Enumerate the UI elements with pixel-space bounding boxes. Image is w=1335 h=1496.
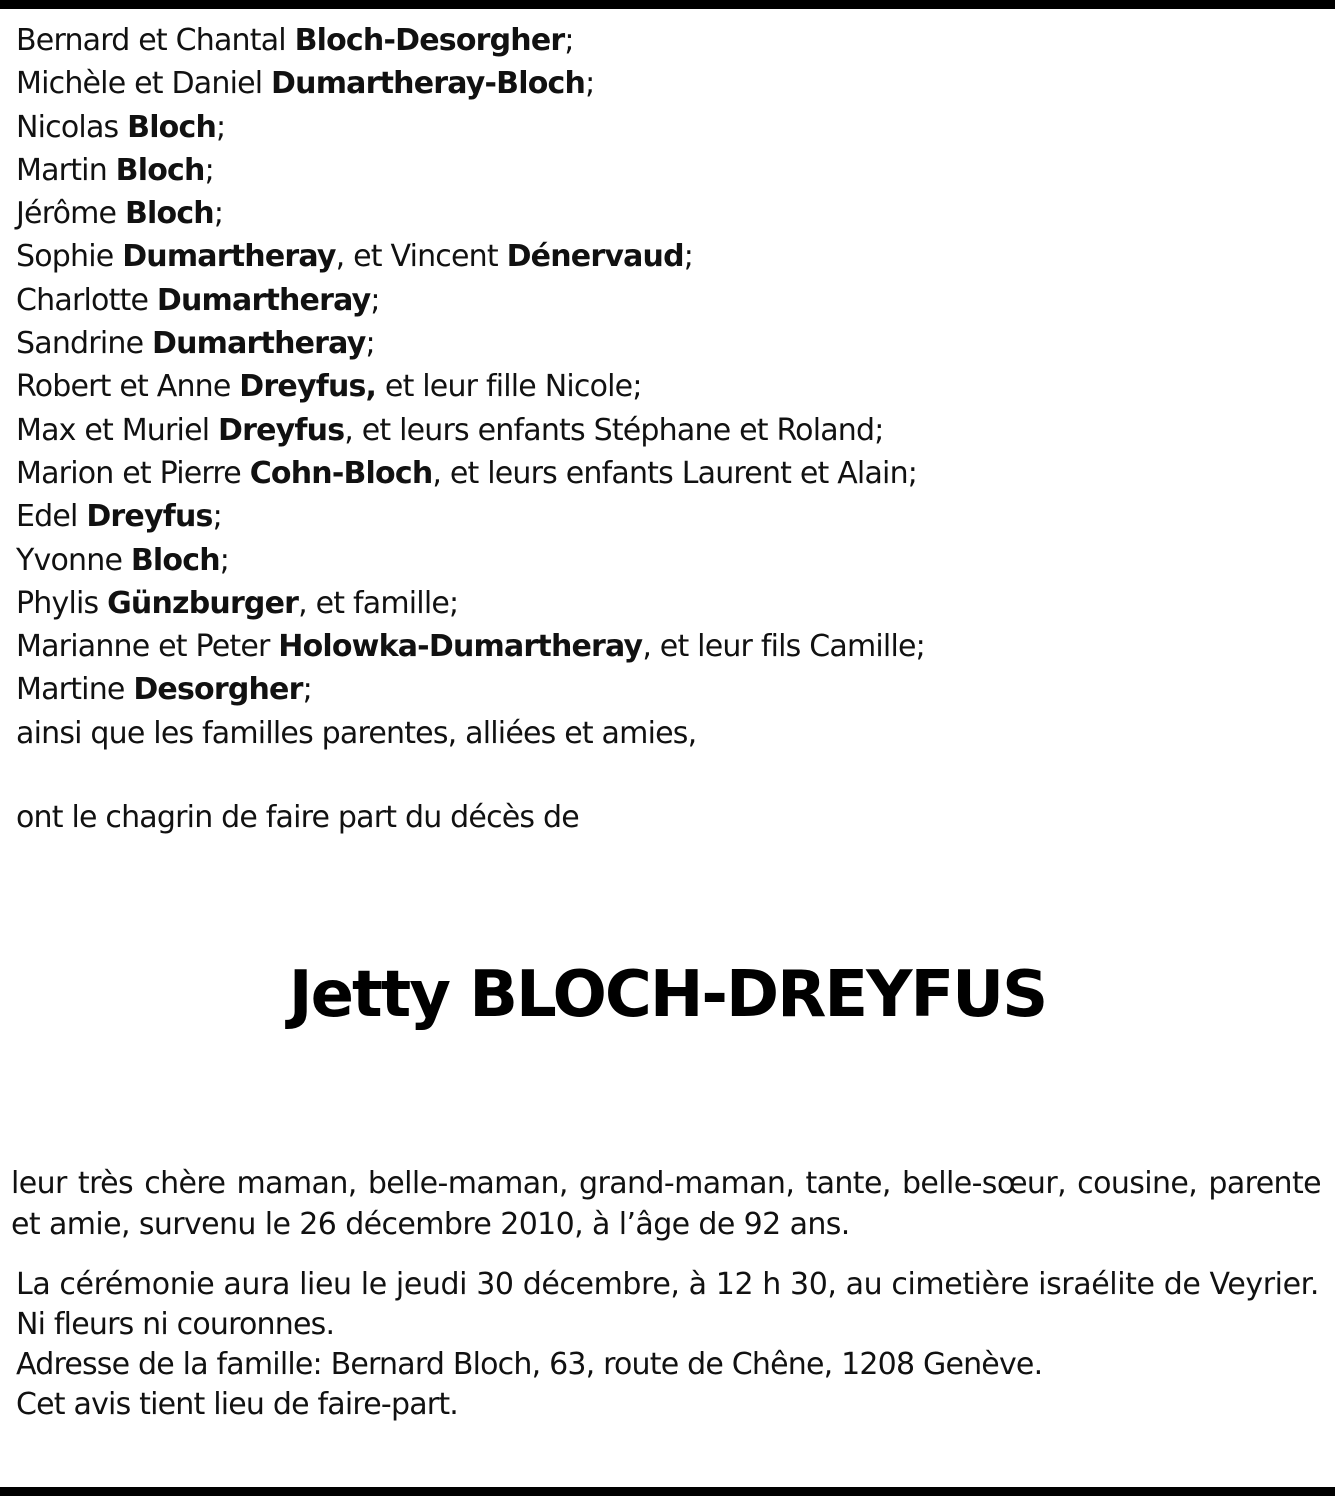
announcement-text: ont le chagrin de faire part du décès de bbox=[16, 800, 579, 835]
family-line: ainsi que les familles parentes, alliées et amies, bbox=[16, 715, 697, 751]
family-line: Yvonne Bloch; bbox=[16, 542, 230, 578]
ceremony-details bbox=[16, 1265, 1321, 1425]
family-line: Max et Muriel Dreyfus, et leurs enfants Stéphane et Roland; bbox=[16, 412, 884, 448]
no-flowers-text: Ni fleurs ni couronnes. bbox=[16, 1307, 335, 1342]
ceremony-text: La cérémonie aura lieu le jeudi 30 décembre, à 12 h 30, au cimetière israélite de Veyrier. bbox=[16, 1267, 1319, 1302]
deceased-name: Jetty BLOCH-DREYFUS bbox=[288, 958, 1047, 1032]
relation-text: leur très chère maman, belle-maman, grand-maman, tante, belle-sœur, cousine, parente et amie, survenu le 26 décembre 2010, à l’âge de 92 ans. bbox=[11, 1166, 1321, 1242]
bottom-rule bbox=[0, 1487, 1335, 1496]
family-line: Marianne et Peter Holowka-Dumartheray, et leur fils Camille; bbox=[16, 629, 925, 665]
family-list bbox=[16, 19, 1316, 755]
top-rule bbox=[0, 0, 1335, 9]
family-line: Sophie Dumartheray, et Vincent Dénervaud; bbox=[16, 239, 694, 275]
notice-text: Cet avis tient lieu de faire-part. bbox=[16, 1387, 459, 1422]
family-line: Martin Bloch; bbox=[16, 152, 214, 188]
family-line: Martine Desorgher; bbox=[16, 672, 312, 708]
family-address: Adresse de la famille: Bernard Bloch, 63, route de Chêne, 1208 Genève. bbox=[16, 1347, 1043, 1382]
family-line: Phylis Günzburger, et famille; bbox=[16, 585, 459, 621]
family-line: Robert et Anne Dreyfus, et leur fille Nicole; bbox=[16, 369, 642, 405]
family-line: Nicolas Bloch; bbox=[16, 109, 226, 145]
family-line: Sandrine Dumartheray; bbox=[16, 326, 375, 362]
family-line: Bernard et Chantal Bloch-Desorgher; bbox=[16, 23, 574, 58]
family-line: Michèle et Daniel Dumartheray-Bloch; bbox=[16, 66, 595, 102]
family-line: Jérôme Bloch; bbox=[16, 196, 224, 232]
family-line: Edel Dreyfus; bbox=[16, 499, 222, 535]
family-line: Marion et Pierre Cohn-Bloch, et leurs enfants Laurent et Alain; bbox=[16, 455, 918, 491]
family-line: Charlotte Dumartheray; bbox=[16, 282, 380, 318]
